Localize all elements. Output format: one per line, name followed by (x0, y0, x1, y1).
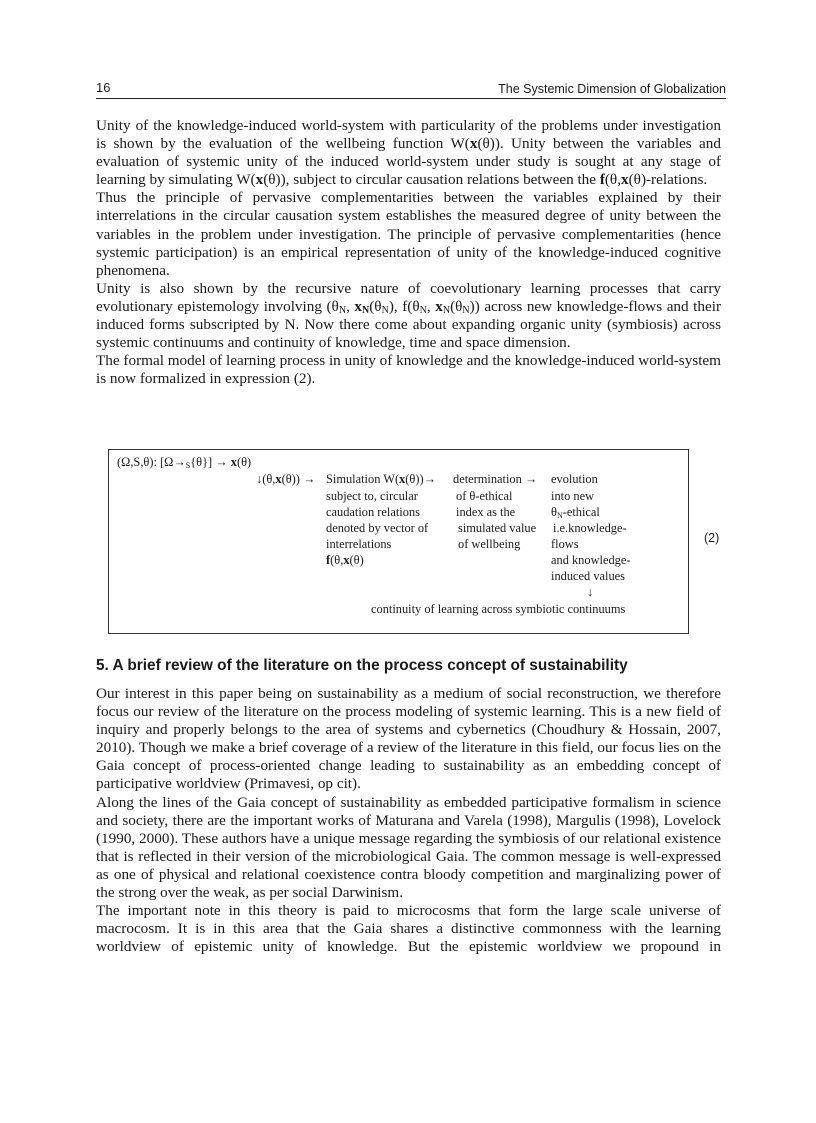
expression-row-1: (Ω,S,θ): $[\Omega\to_S\{\theta\}] \to x(\theta)$ (117, 455, 252, 470)
page-number: 16 (96, 80, 111, 95)
determination-head: determination → (453, 472, 538, 486)
evolution-line: and knowledge- (551, 553, 631, 567)
evolution-line: into new (551, 489, 595, 503)
evolution-head: evolution (551, 472, 598, 486)
running-header (96, 80, 726, 99)
section-heading: 5. A brief review of the literature on the process concept of sustainability (96, 657, 628, 674)
paragraph: Unity of the knowledge-induced world-system with particularity of the problems under investigation is shown by the evaluation of the wellbeing function W(x(θ)). Unity between the variables and evaluation of systemic unity of the induced world-system under study is sought at any stage of learning by simulating W(x(θ)), subject to circular causation relations between the f(θ,x(θ)-relations. (96, 117, 721, 189)
simulation-line: subject to, circular (326, 489, 418, 503)
simulation-relations: f(θ,x(θ) (326, 553, 364, 567)
determination-line: simulated value (458, 521, 537, 535)
paragraph: The important note in this theory is paid to microcosms that form the large scale universe of macrocosm. It is in this area that the Gaia shares a distinctive commonness with the learning worldview of epistemic unity of knowledge. But the epistemic worldview we propound in (96, 902, 721, 956)
paragraph: Thus the principle of pervasive complementarities between the variables explained by their interrelations in the circular causation system establishes the measured degree of unity between the variables in the problem under investigation. The principle of pervasive complementarities (hence systemic participation) is an empirical representation of unity of the knowledge-induced cognitive phenomena. (96, 189, 721, 279)
simulation-line: interrelations (326, 537, 392, 551)
simulation-line: caudation relations (326, 505, 420, 519)
expression-row-2: ↓(θ,x(θ)) → (256, 472, 316, 486)
expression-footer: continuity of learning across symbiotic continuums (371, 602, 626, 616)
body-text-bottom (96, 685, 721, 956)
paragraph: Along the lines of the Gaia concept of sustainability as embedded participative formalism in science and society, there are the important works of Maturana and Varela (1998), Margulis (1998), Lovelock (1990, 2000). These authors have a unique message regarding the symbiosis of our relational existence that is reflected in their version of the microbiological Gaia. The common message is well-expressed as one of physical and relational coexistence contra bloody competition and marginalizing power of the strong over the weak, as per social Darwinism. (96, 793, 721, 902)
paragraph: Unity is also shown by the recursive nature of coevolutionary learning processes that carry evolutionary epistemology involving ($\theta_N$, $x_N(\theta_N)$, $f(\theta_N$, $x_N(\theta_N)$) across new knowledge-flows and their induced forms subscripted by N. Now there come about expanding organic unity (symbiosis) across systemic continuums and continuity of knowledge, time and space dimension. (96, 279, 722, 352)
determination-line: index as the (456, 505, 516, 519)
determination-line: of wellbeing (458, 537, 521, 551)
body-text-top (96, 117, 721, 388)
expression-box (108, 449, 689, 634)
evolution-line: flows (551, 537, 579, 551)
simulation-line: denoted by vector of (326, 521, 429, 535)
paragraph: Our interest in this paper being on sustainability as a medium of social reconstruction, we therefore focus our review of the literature on the process modeling of systemic learning. This is a new field of inquiry and properly belongs to the area of systems and cybernetics (Choudhury & Hossain, 2007, 2010). Though we make a brief coverage of a review of the literature in this field, our focus lies on the Gaia concept of process-oriented change leading to sustainability as an embedding concept of participative worldview (Primavesi, op cit). (96, 685, 721, 793)
down-arrow-icon: ↓ (587, 585, 594, 599)
determination-line: of θ-ethical (456, 489, 513, 503)
simulation-head: Simulation W(x(θ))→ (326, 472, 437, 486)
running-title: The Systemic Dimension of Globalization (498, 82, 726, 96)
paragraph: The formal model of learning process in unity of knowledge and the knowledge-induced world-system is now formalized in expression (2). (96, 352, 721, 388)
evolution-line: induced values (551, 569, 625, 583)
evolution-line: $\theta_N$-ethical (551, 505, 600, 520)
evolution-line: i.e.knowledge- (553, 521, 627, 535)
equation-number: (2) (704, 531, 720, 545)
